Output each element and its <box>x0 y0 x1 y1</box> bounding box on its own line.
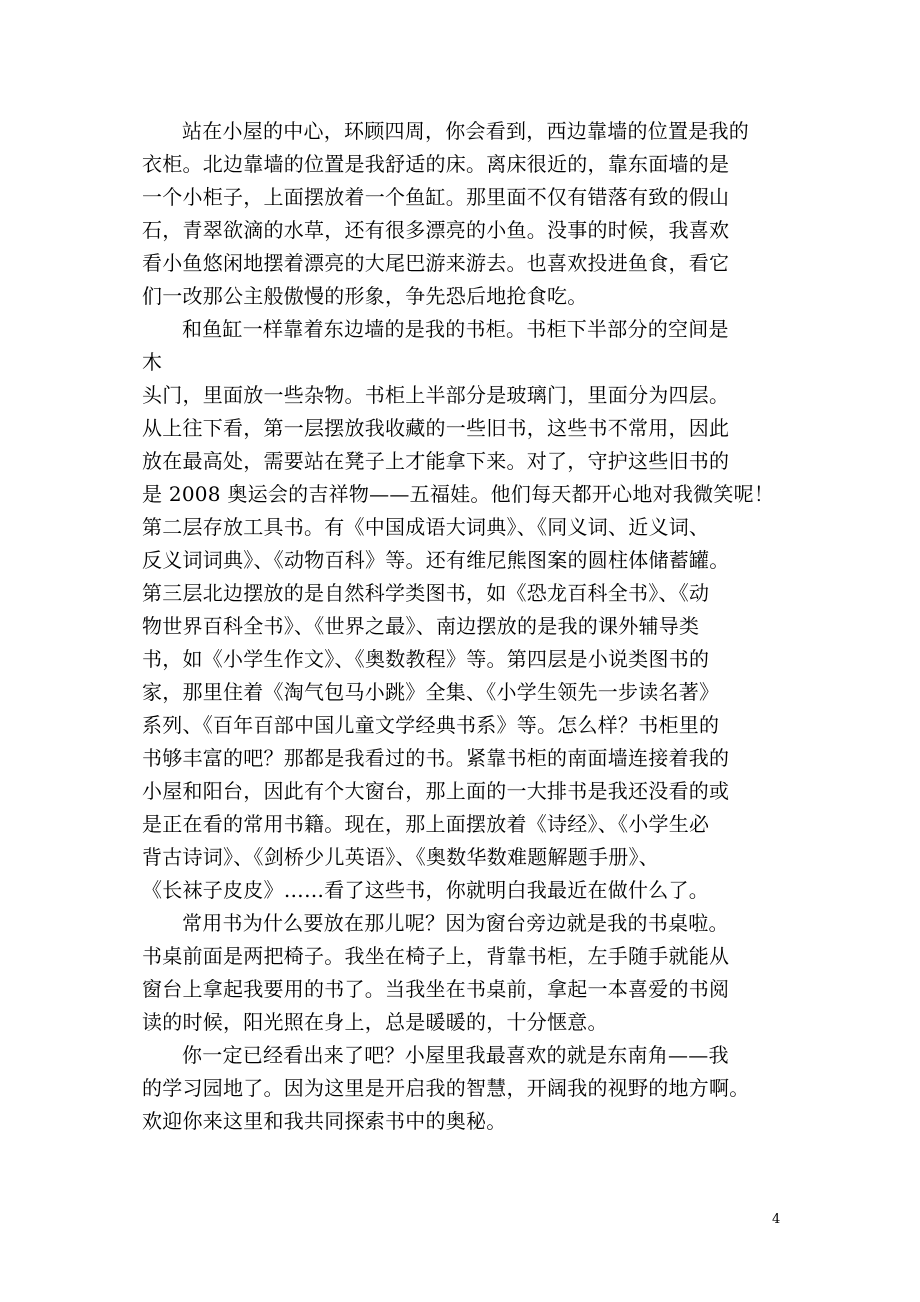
text-line: 系列、《百年百部中国儿童文学经典书系》等。怎么样？书柜里的 <box>142 713 720 737</box>
text-line: 看小鱼悠闲地摆着漂亮的大尾巴游来游去。也喜欢投进鱼食，看它 <box>142 251 730 275</box>
text-line: 头门，里面放一些杂物。书柜上半部分是玻璃门，里面分为四层。 <box>142 383 730 407</box>
text-line: 是 2008 奥运会的吉祥物——五福娃。他们每天都开心地对我微笑呢！ <box>142 482 775 506</box>
text-line: 从上往下看，第一层摆放我收藏的一些旧书，这些书不常用，因此 <box>142 416 730 440</box>
page-number: 4 <box>772 1212 781 1227</box>
text-line: 是正在看的常用书籍。现在，那上面摆放着《诗经》、《小学生必 <box>142 812 710 836</box>
text-line: 常用书为什么要放在那儿呢？因为窗台旁边就是我的书桌啦。 <box>182 911 729 935</box>
text-line: 书桌前面是两把椅子。我坐在椅子上，背靠书柜，左手随手就能从 <box>142 944 730 968</box>
text-line: 书够丰富的吧？那都是我看过的书。紧靠书柜的南面墙连接着我的 <box>142 746 730 770</box>
text-line: 站在小屋的中心，环顾四周，你会看到，西边靠墙的位置是我的 <box>182 119 749 143</box>
text-line: 木 <box>142 350 163 374</box>
text-line: 读的时候，阳光照在身上，总是暖暖的，十分惬意。 <box>142 1010 608 1034</box>
text-line: 第三层北边摆放的是自然科学类图书，如《恐龙百科全书》、《动 <box>142 581 710 605</box>
text-line: 第二层存放工具书。有《中国成语大词典》、《同义词、近义词、 <box>142 515 710 539</box>
text-line: 背古诗词》、《剑桥少儿英语》、《奥数华数难题解题手册》、 <box>142 845 659 869</box>
text-line: 窗台上拿起我要用的书了。当我坐在书桌前，拿起一本喜爱的书阅 <box>142 977 730 1001</box>
text-line: 你一定已经看出来了吧？小屋里我最喜欢的就是东南角——我 <box>182 1043 729 1067</box>
text-line: 一个小柜子，上面摆放着一个鱼缸。那里面不仅有错落有致的假山 <box>142 185 730 209</box>
text-line: 欢迎你来这里和我共同探索书中的奥秘。 <box>142 1109 507 1133</box>
text-line: 和鱼缸一样靠着东边墙的是我的书柜。书柜下半部分的空间是 <box>182 317 729 341</box>
text-line: 的学习园地了。因为这里是开启我的智慧，开阔我的视野的地方啊。 <box>142 1076 750 1100</box>
text-line: 物世界百科全书》、《世界之最》、南边摆放的是我的课外辅导类 <box>142 614 700 638</box>
text-line: 们一改那公主般傲慢的形象，争先恐后地抢食吃。 <box>142 284 588 308</box>
text-line: 书，如《小学生作文》、《奥数教程》等。第四层是小说类图书的 <box>142 647 710 671</box>
text-line: 放在最高处，需要站在凳子上才能拿下来。对了，守护这些旧书的 <box>142 449 730 473</box>
text-line: 反义词词典》、《动物百科》等。还有维尼熊图案的圆柱体储蓄罐。 <box>142 548 730 572</box>
text-line: 小屋和阳台，因此有个大窗台，那上面的一大排书是我还没看的或 <box>142 779 730 803</box>
text-line: 衣柜。北边靠墙的位置是我舒适的床。离床很近的，靠东面墙的是 <box>142 152 730 176</box>
text-line: 家，那里住着《淘气包马小跳》全集、《小学生领先一步读名著》 <box>142 680 720 704</box>
text-line: 石，青翠欲滴的水草，还有很多漂亮的小鱼。没事的时候，我喜欢 <box>142 218 730 242</box>
text-line: 《长袜子皮皮》……看了这些书，你就明白我最近在做什么了。 <box>142 878 709 902</box>
